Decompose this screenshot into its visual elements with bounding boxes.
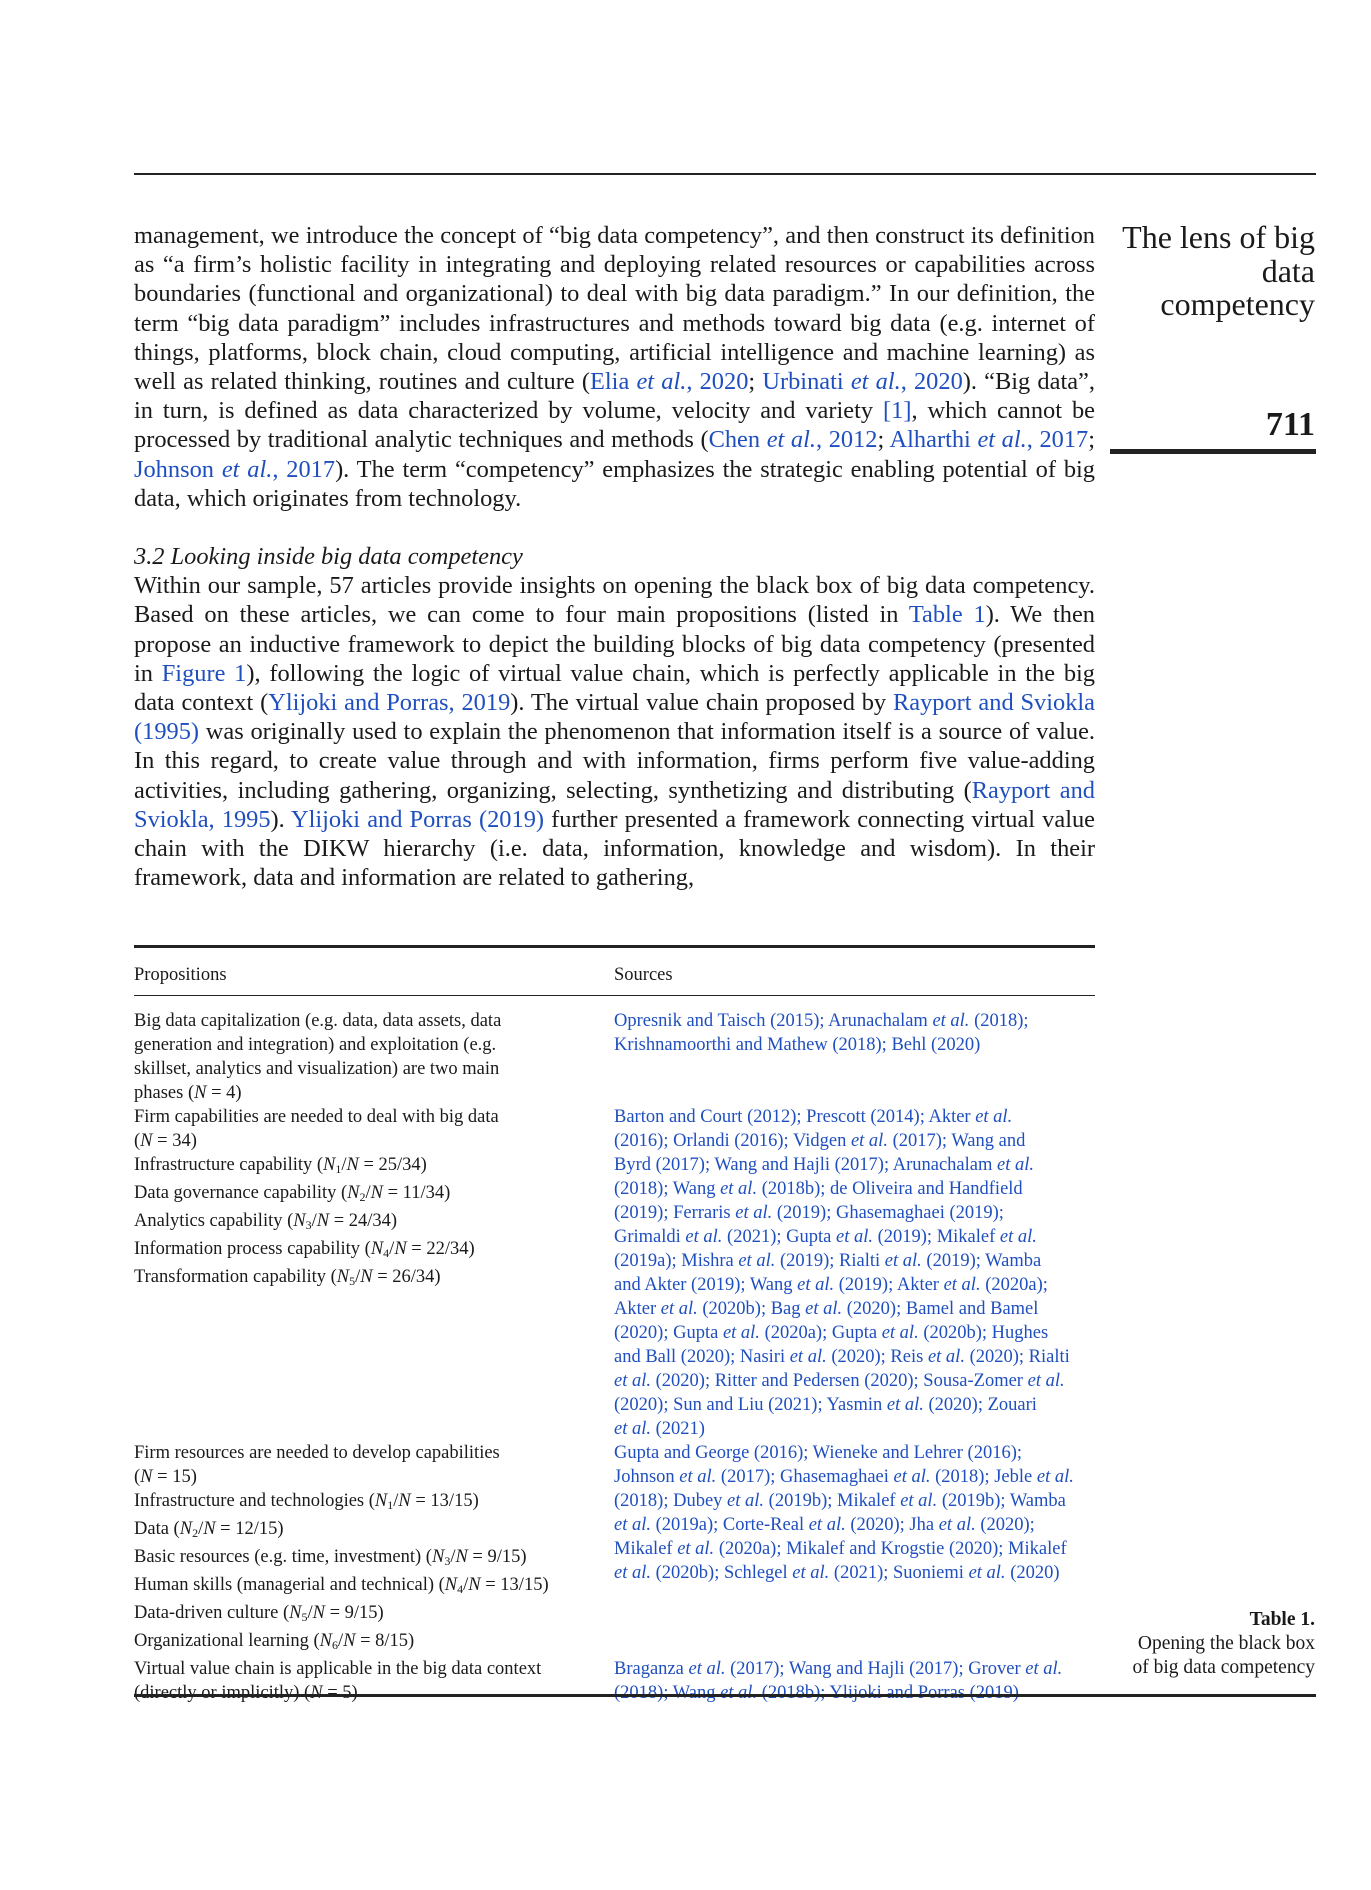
table-row: [134, 1657, 1095, 1705]
margin-rule: [1110, 449, 1316, 454]
table-row: [134, 1105, 1095, 1441]
sources-cell: [614, 1009, 1095, 1105]
caption-label: Table 1.: [1249, 1609, 1315, 1630]
source-line[interactable]: (2016); Orlandi (2016); Vidgen et al. (2017); Wang and: [614, 1131, 1026, 1151]
propositions-cell: [134, 1657, 614, 1705]
source-line[interactable]: and Ball (2020); Nasiri et al. (2020); Reis et al. (2020); Rialti: [614, 1347, 1070, 1367]
source-line[interactable]: Johnson et al. (2017); Ghasemaghaei et al. (2018); Jeble et al.: [614, 1467, 1074, 1487]
propositions-cell: [134, 1105, 614, 1441]
source-line[interactable]: Braganza et al. (2017); Wang and Hajli (2017); Grover et al.: [614, 1659, 1063, 1679]
source-line[interactable]: Akter et al. (2020b); Bag et al. (2020); Bamel and Bamel: [614, 1299, 1039, 1319]
table-header-row: [134, 948, 1095, 996]
running-title: [1100, 221, 1315, 322]
sources-cell: [614, 1441, 1095, 1657]
source-line[interactable]: (2019); Ferraris et al. (2019); Ghasemaghaei (2019);: [614, 1203, 1004, 1223]
proposition-line: Information process capability $(N_4/N = 22/34)$: [134, 1239, 475, 1260]
proposition-line: Transformation capability $(N_5/N = 26/34)$: [134, 1267, 441, 1288]
proposition-line: phases (N = 4): [134, 1083, 242, 1103]
source-line[interactable]: (2018); Wang et al. (2018b); de Oliveira and Handfield: [614, 1179, 1023, 1199]
main-text: [134, 221, 1095, 892]
proposition-line: Data-driven culture $(N_5/N = 9/15)$: [134, 1603, 384, 1624]
source-line[interactable]: (2020); Gupta et al. (2020a); Gupta et al. (2020b); Hughes: [614, 1323, 1049, 1343]
source-line[interactable]: (2018); Wang et al. (2018b); Ylijoki and Porras (2019): [614, 1683, 1019, 1703]
table-caption: [1100, 1608, 1315, 1680]
caption-text-line: Opening the black box: [1137, 1633, 1315, 1654]
caption-text: [1100, 1632, 1315, 1680]
running-title-line: data: [1261, 252, 1315, 289]
section-heading: 3.2 Looking inside big data competency: [134, 543, 523, 571]
running-title-line: competency: [1160, 286, 1315, 322]
sources-cell: [614, 1657, 1095, 1705]
source-line[interactable]: et al. (2020); Ritter and Pedersen (2020); Sousa-Zomer et al.: [614, 1371, 1065, 1391]
proposition-line: (N = 34): [134, 1131, 197, 1151]
proposition-line: Basic resources (e.g. time, investment) $(N_3/N = 9/15)$: [134, 1547, 527, 1568]
proposition-line: generation and integration) and exploitation (e.g.: [134, 1035, 497, 1055]
proposition-line: Infrastructure and technologies $(N_1/N = 13/15)$: [134, 1491, 479, 1512]
table-bottom-rule: [134, 1694, 1316, 1697]
sources-cell: [614, 1105, 1095, 1441]
proposition-line: Firm capabilities are needed to deal with big data: [134, 1107, 499, 1127]
header-rule: [134, 173, 1316, 175]
body-paragraph-1: management, we introduce the concept of “big data competency”, and then construct its definition as “a firm’s holistic facility in integrating and deploying related resources or capabilities across boundaries (functional and organizational) to deal with big data paradigm.” In our definition, the term “big data paradigm” includes infrastructures and methods toward big data (e.g. internet of things, platforms, block chain, cloud computing, artificial intelligence and machine learning) as well as related thinking, routines and culture (Elia et al., 2020; Urbinati et al., 2020). “Big data”, in turn, is defined as data characterized by volume, velocity and variety [1], which cannot be processed by traditional analytic techniques and methods (Chen et al., 2012; Alharthi et al., 2017; Johnson et al., 2017). The term “competency” emphasizes the strategic enabling potential of big data, which originates from technology.: [134, 222, 1096, 512]
body-paragraph-2: Within our sample, 57 articles provide insights on opening the black box of big data competency. Based on these articles, we can come to four main propositions (listed in Table 1). We then propose an inductive framework to depict the building blocks of big data competency (presented in Figure 1), following the logic of virtual value chain, which is perfectly applicable in the big data context (Ylijoki and Porras, 2019). The virtual value chain proposed by Rayport and Sviokla (1995) was originally used to explain the phenomenon that information itself is a source of value. In this regard, to create value through and with information, firms perform five value-adding activities, including gathering, organizing, selecting, synthetizing and distributing (Rayport and Sviokla, 1995). Ylijoki and Porras (2019) further presented a framework connecting virtual value chain with the DIKW hierarchy (i.e. data, information, knowledge and wisdom). In their framework, data and information are related to gathering,: [134, 572, 1096, 892]
table-1: [134, 945, 1095, 1705]
column-header-propositions: Propositions: [134, 965, 227, 985]
source-line[interactable]: et al. (2020b); Schlegel et al. (2021); Suoniemi et al. (2020): [614, 1563, 1060, 1583]
proposition-line: Big data capitalization (e.g. data, data assets, data: [134, 1011, 502, 1031]
proposition-line: Data governance capability $(N_2/N = 11/34)$: [134, 1183, 451, 1204]
source-line[interactable]: Gupta and George (2016); Wieneke and Lehrer (2016);: [614, 1443, 1022, 1463]
source-line[interactable]: et al. (2021): [614, 1419, 705, 1439]
table-row: [134, 1441, 1095, 1657]
source-line[interactable]: Barton and Court (2012); Prescott (2014); Akter et al.: [614, 1107, 1013, 1127]
proposition-line: Firm resources are needed to develop capabilities: [134, 1443, 500, 1463]
table-body: [134, 996, 1095, 1705]
source-line[interactable]: Grimaldi et al. (2021); Gupta et al. (2019); Mikalef et al.: [614, 1227, 1037, 1247]
propositions-cell: [134, 1009, 614, 1105]
running-title-line: The lens of big: [1122, 219, 1315, 255]
proposition-line: Virtual value chain is applicable in the big data context: [134, 1659, 542, 1679]
source-line[interactable]: Byrd (2017); Wang and Hajli (2017); Arunachalam et al.: [614, 1155, 1034, 1175]
source-line[interactable]: Mikalef et al. (2020a); Mikalef and Krogstie (2020); Mikalef: [614, 1539, 1067, 1559]
column-header-sources: Sources: [614, 965, 673, 985]
propositions-cell: [134, 1441, 614, 1657]
source-line[interactable]: Krishnamoorthi and Mathew (2018); Behl (2020): [614, 1035, 981, 1055]
table-row: [134, 1009, 1095, 1105]
caption-text-line: of big data competency: [1132, 1657, 1315, 1678]
proposition-line: Infrastructure capability $(N_1/N = 25/34)$: [134, 1155, 427, 1176]
page-number: 711: [1265, 406, 1315, 443]
source-line[interactable]: et al. (2019a); Corte-Real et al. (2020); Jha et al. (2020);: [614, 1515, 1035, 1535]
source-line[interactable]: (2018); Dubey et al. (2019b); Mikalef et al. (2019b); Wamba: [614, 1491, 1066, 1511]
source-line[interactable]: and Akter (2019); Wang et al. (2019); Akter et al. (2020a);: [614, 1275, 1048, 1295]
proposition-line: (N = 15): [134, 1467, 197, 1487]
source-line[interactable]: Opresnik and Taisch (2015); Arunachalam et al. (2018);: [614, 1011, 1029, 1031]
proposition-line: Organizational learning $(N_6/N = 8/15)$: [134, 1631, 415, 1652]
proposition-line: Human skills (managerial and technical) $(N_4/N = 13/15)$: [134, 1575, 549, 1596]
proposition-line: (directly or implicitly) (N = 5): [134, 1683, 358, 1703]
source-line[interactable]: (2020); Sun and Liu (2021); Yasmin et al. (2020); Zouari: [614, 1395, 1037, 1415]
source-line[interactable]: (2019a); Mishra et al. (2019); Rialti et al. (2019); Wamba: [614, 1251, 1042, 1271]
proposition-line: Data $(N_2/N = 12/15)$: [134, 1519, 284, 1540]
proposition-line: Analytics capability $(N_3/N = 24/34)$: [134, 1211, 398, 1232]
proposition-line: skillset, analytics and visualization) are two main: [134, 1059, 500, 1079]
